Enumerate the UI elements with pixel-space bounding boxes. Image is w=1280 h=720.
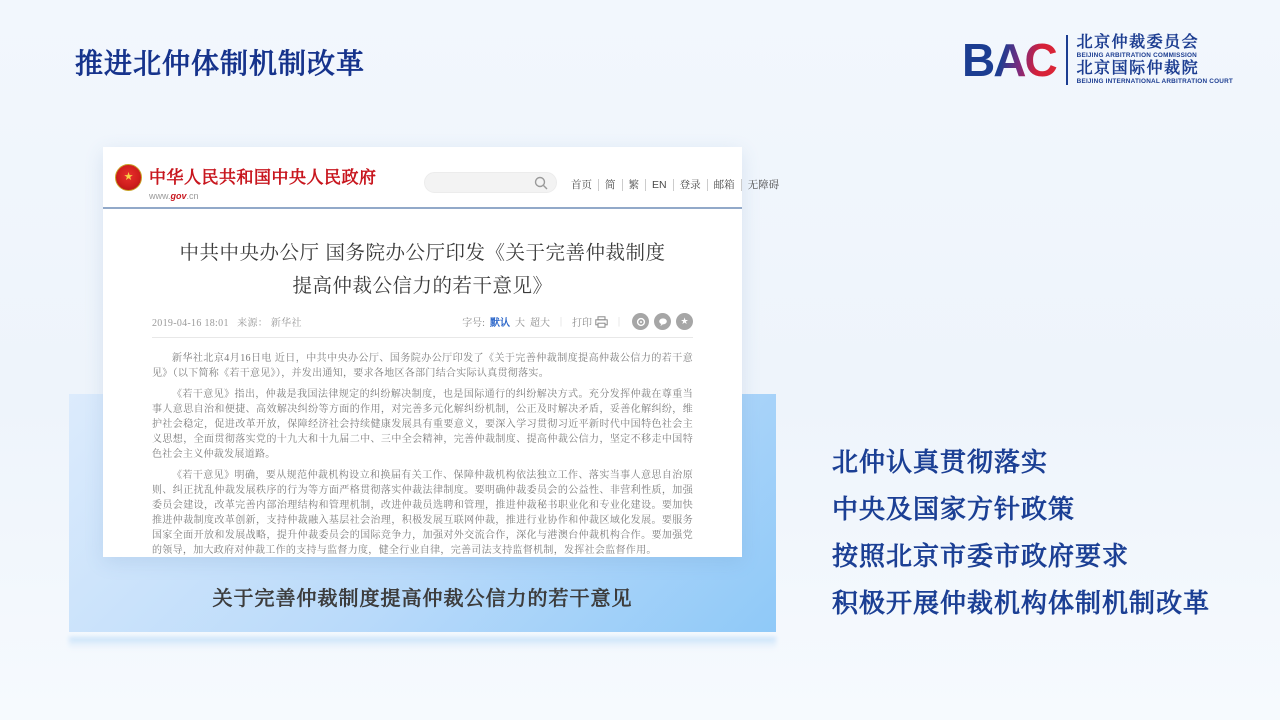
nav-link-english[interactable]: EN (646, 179, 674, 191)
gov-site-header (103, 147, 780, 207)
printer-icon (595, 316, 608, 328)
article-paragraph: 《若干意见》指出，仲裁是我国法律规定的纠纷解决制度，也是国际通行的纠纷解决方式。充分发挥仲裁在尊重当事人意思自治和便捷、高效解决纠纷等方面的作用，对完善多元化解纠纷机制，公正及时解决矛盾，妥善化解纠纷，维护社会稳定，促进改革开放，保障经济社会持续健康发展具有重要意义，要深入学习贯彻习近平新时代中国特色社会主义思想，全面贯彻落实党的十九大和十九届二中、三中全会精神，完善仲裁制度、提高仲裁公信力，坚定不移走中国特色社会主义仲裁发展道路。 (152, 389, 693, 460)
print-label: 打印 (571, 318, 592, 329)
article-date: 2019-04-16 18:01 (152, 318, 229, 329)
font-size-label: 字号: (462, 318, 485, 329)
share-wechat-icon[interactable] (654, 313, 671, 330)
emblem-star-icon: ★ (123, 171, 134, 183)
logo-cn-line1: 北京仲裁委员会 (1076, 34, 1200, 51)
article-meta-right (462, 313, 693, 330)
share-icons (632, 313, 693, 330)
article-source-label: 来源： (237, 318, 269, 329)
star-glyph: ★ (680, 316, 689, 326)
nav-link-mailbox[interactable]: 邮箱 (708, 179, 742, 191)
font-size-large-button[interactable]: 大 (514, 318, 525, 329)
article-title (152, 237, 693, 303)
article-meta-left (152, 314, 302, 329)
share-favorite-icon[interactable] (676, 313, 693, 330)
nav-link-traditional[interactable]: 繁 (623, 179, 647, 191)
gov-website-screenshot (103, 147, 780, 557)
nav-link-login[interactable]: 登录 (674, 179, 708, 191)
site-url (149, 191, 377, 201)
national-emblem-icon (115, 164, 142, 191)
article-meta (152, 313, 693, 330)
bac-logo (962, 34, 1233, 86)
weibo-glyph (636, 317, 646, 327)
meta-separator: | (559, 316, 562, 327)
article-paragraph: 《若干意见》明确，要从规范仲裁机构设立和换届有关工作、保障仲裁机构依法独立工作、落实当事人意思自治原则、纠正扰乱仲裁发展秩序的行为等方面严格贯彻落实仲裁法律制度。要明确仲裁委员会的公益性、非营利性质，加强委员会建设，改革完善内部治理结构和管理机制，改进仲裁员选聘和管理，推进仲裁秘书职业化和专业化建设。要加快推进仲裁制度改革创新，支持仲裁融入基层社会治理，积极发展互联网仲裁，推进行业协作和仲裁区域化发展。要服务国家全面开放和发展战略，提升仲裁委员会的国际竞争力，加强对外交流合作，深化与港澳台仲裁机构合作。要加强党的领导，加大政府对仲裁工作的支持与监督力度，健全行业自律，完善司法支持监督机制，发挥社会监督作用。 (152, 470, 693, 556)
site-url-suffix: .cn (186, 191, 199, 201)
band-reflection (69, 637, 776, 650)
slide-title: 推进北仲体制机制改革 (75, 48, 366, 79)
share-weibo-icon[interactable] (632, 313, 649, 330)
site-url-prefix: www. (149, 191, 171, 201)
bac-logo-text (1076, 34, 1233, 86)
article-body (152, 351, 693, 558)
key-points (832, 449, 1210, 637)
article (103, 237, 742, 558)
logo-en-line2: BEIJING INTERNATIONAL ARBITRATION COURT (1076, 78, 1233, 85)
logo-divider (1066, 35, 1068, 85)
search-input[interactable] (424, 172, 557, 193)
key-point-3: 按照北京市委市政府要求 (832, 541, 1130, 571)
logo-en-line1: BEIJING ARBITRATION COMMISSION (1076, 52, 1197, 59)
article-title-line2: 提高仲裁公信力的若干意见》 (292, 275, 553, 297)
nav-link-accessibility[interactable]: 无障碍 (747, 179, 780, 191)
nav-link-home[interactable]: 首页 (565, 179, 599, 191)
article-source: 新华社 (270, 318, 302, 329)
font-size-default-button[interactable]: 默认 (489, 318, 510, 329)
search-icon (534, 176, 549, 191)
key-point-4: 积极开展仲裁机构体制机制改革 (832, 588, 1211, 618)
nav-link-simplified[interactable]: 简 (599, 179, 623, 191)
wechat-glyph (658, 317, 668, 327)
print-button[interactable] (572, 314, 608, 329)
font-size-xlarge-button[interactable]: 超大 (529, 318, 550, 329)
site-nav (565, 177, 785, 192)
header-divider (103, 207, 742, 209)
site-name: 中华人民共和国中央人民政府 (149, 168, 377, 187)
bac-logo-acronym: BAC (962, 34, 1066, 86)
article-paragraph: 新华社北京4月16日电 近日，中共中央办公厅、国务院办公厅印发了《关于完善仲裁制度提高仲裁公信力的若干意见》（以下简称《若干意见》），并发出通知，要求各地区各部门结合实际认真贯彻落实。 (152, 353, 693, 379)
key-point-1: 北仲认真贯彻落实 (832, 447, 1049, 477)
site-url-gov: gov (170, 191, 187, 201)
site-identity (149, 163, 377, 201)
meta-separator: | (617, 316, 620, 327)
article-title-line1: 中共中央办公厅 国务院办公厅印发《关于完善仲裁制度 (179, 242, 666, 264)
meta-divider (152, 337, 693, 338)
document-caption: 关于完善仲裁制度提高仲裁公信力的若干意见 (212, 588, 633, 610)
key-point-2: 中央及国家方针政策 (832, 494, 1076, 524)
logo-cn-line2: 北京国际仲裁院 (1076, 60, 1200, 77)
